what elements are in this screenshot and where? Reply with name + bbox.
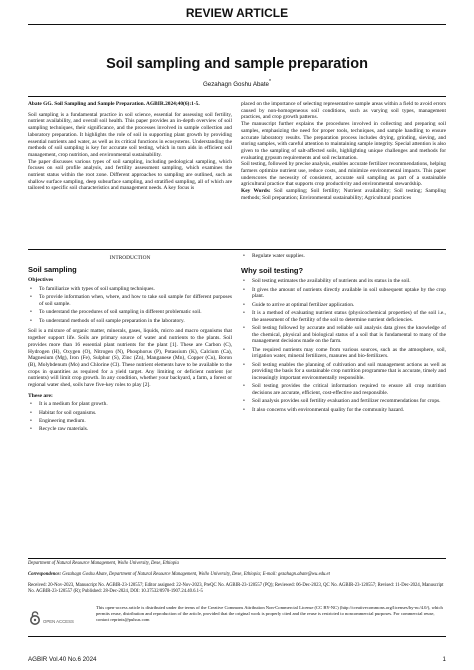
list-item: • Soil analysis provides soil fertility evaluation and fertilizer recommendations for crops. bbox=[241, 398, 446, 405]
abstract-paragraph: The manuscript further explains the procedures involved in collecting and preparing soil samples, emphasizing the need for proper tools, techniques, and sample handling to ensure accurate laboratory results. The preparation process includes drying, grinding, sieving, and storing samples, with careful attention to maintaining sample integrity. Special attention is also given to the sampling of salt-affected soils, highlighting unique challenges and methods for evaluating gypsum requirements and soil reclamation. bbox=[241, 121, 446, 161]
license-text: This open-access article is distributed under the terms of the Creative Commons Attribution Non-Commercial License (CC BY-NC) (http://creativecommons.org/licenses/by-nc/4.0/), which permits reuse, distribution and reproduction of the article, provided that the original work is properly cited and the reuse is restricted to noncommercial purposes. For commercial reuse, contact reprints@pulsus.com bbox=[96, 605, 443, 622]
soil-paragraph: Soil is a mixture of organic matter, minerals, gases, liquids, micro and macro organisms that together support life. Soils are primary source of water and nutrients to the plants. Soil provides more than 16 essential plant nutrients for the plant [1]. These are Carbon (C), Hydrogen (H), Oxygen (O), Nitrogen (N), Phosphorus (P), Potassium (K), Calcium (Ca), Magnesium (Mg), Iron (Fe), Sulphur (S), Zinc (Zn), Manganese (Mn), Copper (Cu), Boron (B), Molybdenum (Mo) and Chlorine (Cl). These nutrient elements have to be available to the crops in quantities as required for a yield target. Any limiting or deficient nutrient (or nutrients) will limit crop growth. In any condition, whether your backyard, a farm, a forest or regional water shed, soils have five-key roles to play [2]. bbox=[28, 328, 232, 389]
body-right-column bbox=[241, 253, 446, 415]
page-number: 1 bbox=[442, 656, 446, 663]
author-mark: * bbox=[269, 79, 272, 85]
list-item: • Guide to arrive at optimal fertilizer application. bbox=[241, 302, 446, 309]
abstract-right-column bbox=[241, 101, 446, 202]
abstract-paragraph: Soil sampling is a fundamental practice in soil science, essential for assessing soil fertility, nutrient availability, and overall soil health. This paper provides an in-depth overview of soil sampling techniques, their significance, and the processes involved in sample collection and laboratory preparation. It highlights the role of soil in supporting plant growth by providing essential nutrients and water, as well as its critical functions in ecosystems. Understanding the methods of soil sampling is key for accurate soil testing, which in turn aids in efficient soil management, crop nutrition, and environmental sustainability. bbox=[28, 111, 232, 158]
keywords-text: Soil sampling; Soil fertility; Nutrient availability; Soil testing; Sampling methods; Soil preparation; Environmental sustainability; Agricultural practices bbox=[241, 188, 446, 201]
list-item: • Soil testing provides the critical information required to ensure all crop nutrition decisions are accurate, efficient, cost-effective and responsible. bbox=[241, 383, 446, 396]
keywords-label: Key Words: bbox=[241, 188, 271, 195]
affiliation-text: Department of Natural Resource Management, Wollo University, Dese, Ethiopia bbox=[28, 561, 179, 566]
list-item: • To understand methods of soil sample preparation in the laboratory. bbox=[28, 318, 232, 325]
footer-rule bbox=[28, 636, 446, 637]
author-name: Gezahagn Goshu Abate bbox=[202, 81, 270, 89]
roles-list-continued bbox=[241, 253, 446, 260]
list-item: • Soil testing estimates the availability of nutrients and its status in the soil. bbox=[241, 278, 446, 285]
roles-list bbox=[28, 401, 232, 433]
footnote-rule bbox=[28, 558, 446, 559]
list-item: • It is a method of evaluating nutrient status (physicochemical properties) of the soil i.e., the assessment of the fertility of the soil to determine nutrient deficiencies. bbox=[241, 310, 446, 323]
introduction-heading: INTRODUCTION bbox=[109, 255, 151, 261]
abstract-top-rule bbox=[28, 96, 446, 97]
header-rule bbox=[28, 24, 446, 25]
author-line bbox=[0, 79, 474, 88]
paper-title: Soil sampling and sample preparation bbox=[106, 56, 368, 72]
journal-info: AGBIR Vol.40 No.6 2024 bbox=[28, 656, 97, 663]
abstract-paragraph: Soil testing, followed by precise analysis, enables accurate fertilizer recommendations, helping farmers optimize nutrient use, reduce costs, and minimize environmental impacts. This paper underscores the necessity of consistent, accurate soil sampling as part of a sustainable agricultural practice that supports crop productivity and environmental stewardship. bbox=[241, 161, 446, 188]
list-item: • Habitat for soil organisms. bbox=[28, 410, 232, 417]
list-item: • It gives the amount of nutrients directly available in soil subsequent uptake by the crop plant. bbox=[241, 287, 446, 300]
section-title-why-soil-testing: Why soil testing? bbox=[241, 265, 304, 275]
correspondence bbox=[28, 572, 446, 578]
list-item: • Engineering medium. bbox=[28, 418, 232, 425]
list-item: • Recycle raw materials. bbox=[28, 426, 232, 433]
abstract-left-column bbox=[28, 101, 232, 192]
why-testing-list bbox=[241, 278, 446, 413]
open-access-label: OPEN ACCESS bbox=[43, 619, 74, 624]
list-item: • It also concerns with environmental quality for the community hazard. bbox=[241, 407, 446, 414]
correspondence-text: Gezahagn Goshu Abate, Department of Natural Resource Management, Wollo University, Dese, Ethiopia; E-mail: gezahagn.abate@wu.edu.et bbox=[62, 572, 330, 577]
list-item: • Regulate water supplies. bbox=[241, 253, 446, 260]
list-item: • To familiarize with types of soil sampling techniques. bbox=[28, 286, 232, 293]
section-title-soil-sampling: Soil sampling bbox=[28, 264, 77, 274]
body-left-column bbox=[28, 253, 232, 435]
dates-line: Received: 20-Nov-2023, Manuscript No. AGBIR-23-120557; Editor assigned: 22-Nov-2023, PreQC No. AGBIR-23-120557 (PQ); Reviewed: 06-Dec-2023, QC No. AGBIR-23-120557; Revised: 11-Dec-2024, Manuscript No. AGBIR-23-120557 (R); Published: 28-Dec-2024, DOI: 10.37532/0970-1907.24.40.6.1-5 bbox=[28, 583, 444, 595]
citation: Abate GG. Soil Sampling and Sample Preparation. AGBIR.2024;40(6):1-5. bbox=[28, 101, 200, 107]
list-item: • It is a medium for plant growth. bbox=[28, 401, 232, 408]
list-item: • To provide information when, where, and how to take soil sample for different purposes of soil sample. bbox=[28, 294, 232, 307]
list-item: • Soil testing followed by accurate and reliable soil analysis data gives the knowledge of the chemical, physical and biological status of a soil that is fundamental to many of the management decisions made on the farm. bbox=[241, 325, 446, 345]
abstract-paragraph: placed on the importance of selecting representative sample areas within a field to avoid errors caused by non-homogeneous soil conditions, such as varying soil types, management practices, and crop growth patterns. bbox=[241, 101, 446, 121]
abstract-paragraph: The paper discusses various types of soil sampling, including pedological sampling, which focuses on soil profile analysis, and fertility assessment sampling, which examines the nutrient status within the root zone. Different approaches to sampling are outlined, such as shallow surface sampling, deep subsurface sampling, and stratified sampling, all of which are tailored to specific soil characteristics and management needs. A key focus is bbox=[28, 158, 232, 192]
list-item: • The required nutrients may come from various sources, such as the atmosphere, soil, irrigation water, mineral fertilizers, manures and bio-fertilizers. bbox=[241, 347, 446, 360]
these-are-title: These are: bbox=[28, 392, 53, 399]
list-item: • Soil testing enables the planning of cultivation and soil management actions as well as providing the basis for a sustainable crop nutrition programme that is accurate, timely and increasingly important environmentally responsible. bbox=[241, 362, 446, 382]
list-item: • To understand the procedures of soil sampling in different problematic soil. bbox=[28, 309, 232, 316]
correspondence-label: Correspondence: bbox=[28, 572, 62, 577]
abstract-bottom-rule bbox=[28, 249, 446, 250]
objectives-title: Objectives bbox=[28, 277, 54, 284]
article-type-label: REVIEW ARTICLE bbox=[185, 6, 289, 20]
keywords bbox=[241, 188, 446, 201]
objectives-list bbox=[28, 286, 232, 324]
affiliation bbox=[28, 561, 446, 567]
